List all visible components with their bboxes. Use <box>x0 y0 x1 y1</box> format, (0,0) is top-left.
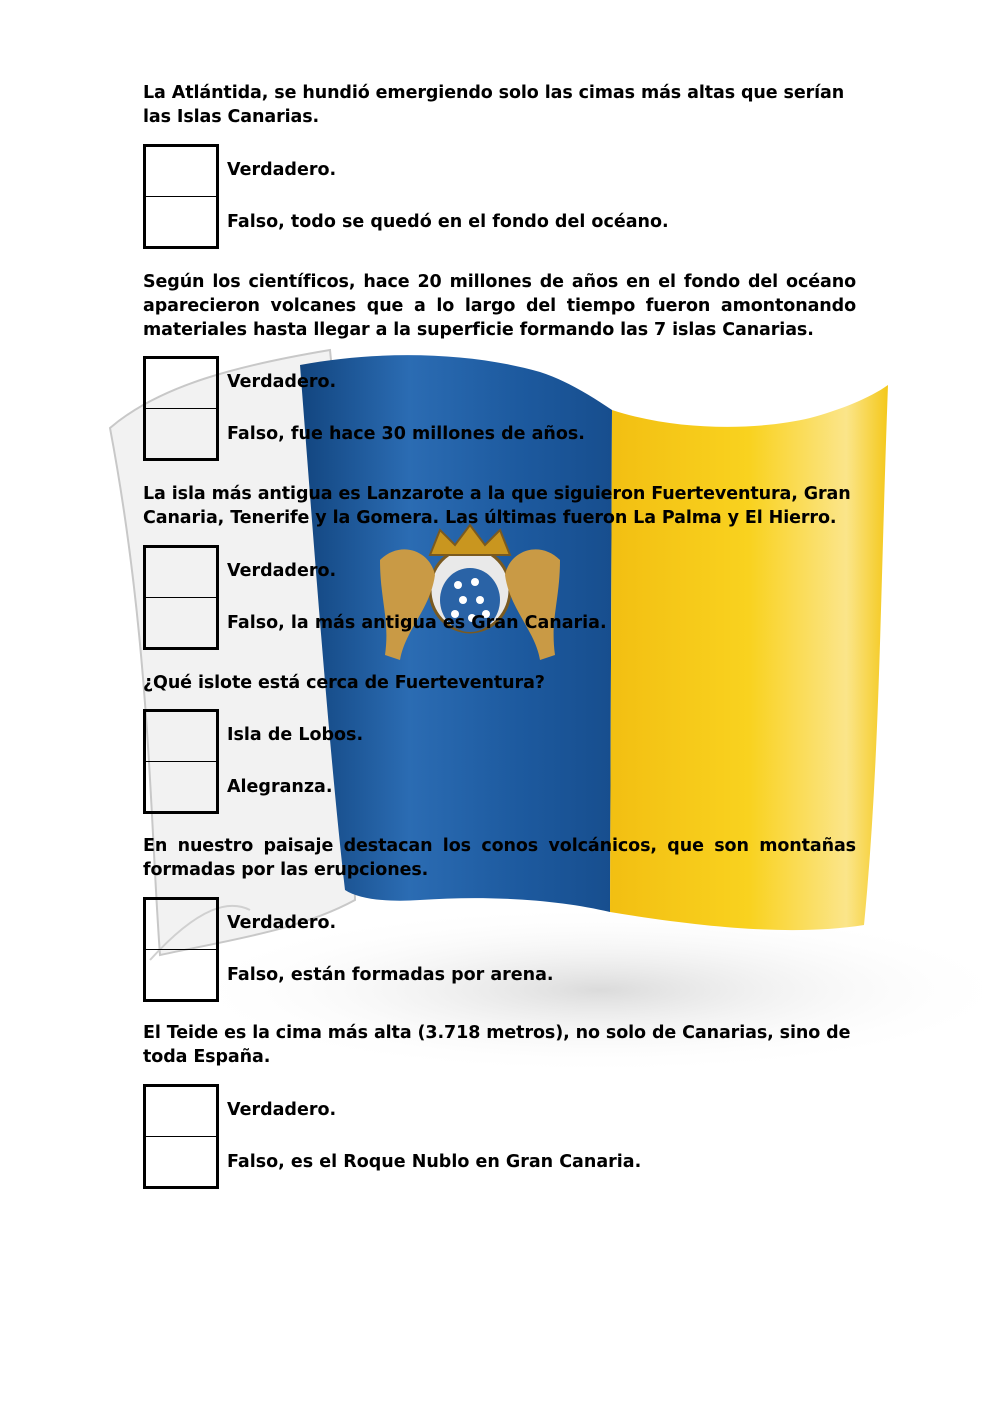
answer-checkbox[interactable] <box>143 144 219 197</box>
option-label: Verdadero. <box>227 372 337 392</box>
question-text: ¿Qué islote está cerca de Fuerteventura? <box>143 673 545 693</box>
question-text: Según los científicos, hace 20 millones de años en el fondo del océano aparecieron volcanes que a lo largo del tiempo fueron amontonando materiales hasta llegar a la superficie formando las 7 islas Canarias. <box>143 272 856 340</box>
question-text: En nuestro paisaje destacan los conos volcánicos, que son montañas formadas por las erupciones. <box>143 836 856 880</box>
option-label: Falso, es el Roque Nublo en Gran Canaria. <box>227 1152 642 1172</box>
option-label: Verdadero. <box>227 561 337 581</box>
option-row <box>143 949 863 1001</box>
option-label: Falso, están formadas por arena. <box>227 965 554 985</box>
option-row <box>143 761 863 813</box>
option-label: Verdadero. <box>227 160 337 180</box>
option-row <box>143 1136 863 1188</box>
option-row <box>143 408 863 460</box>
answer-checkbox[interactable] <box>143 408 219 461</box>
answer-checkbox[interactable] <box>143 949 219 1002</box>
option-label: Falso, fue hace 30 millones de años. <box>227 424 585 444</box>
question-text: La isla más antigua es Lanzarote a la que siguieron Fuerteventura, Gran Canaria, Tenerife y la Gomera. Las últimas fueron La Palma y El Hierro. <box>143 484 851 528</box>
answer-checkbox[interactable] <box>143 356 219 409</box>
option-row <box>143 597 863 649</box>
question-text: El Teide es la cima más alta (3.718 metros), no solo de Canarias, sino de toda España. <box>143 1023 851 1067</box>
answer-checkbox[interactable] <box>143 709 219 762</box>
answer-checkbox[interactable] <box>143 1084 219 1137</box>
option-row <box>143 144 863 196</box>
answer-checkbox[interactable] <box>143 196 219 249</box>
answer-checkbox[interactable] <box>143 897 219 950</box>
option-label: Verdadero. <box>227 913 337 933</box>
option-row <box>143 897 863 949</box>
option-label: Falso, la más antigua es Gran Canaria. <box>227 613 607 633</box>
option-label: Alegranza. <box>227 777 333 797</box>
option-row <box>143 545 863 597</box>
question-text: La Atlántida, se hundió emergiendo solo las cimas más altas que serían las Islas Canarias. <box>143 83 845 127</box>
answer-checkbox[interactable] <box>143 761 219 814</box>
answer-checkbox[interactable] <box>143 1136 219 1189</box>
answer-checkbox[interactable] <box>143 597 219 650</box>
option-label: Falso, todo se quedó en el fondo del océano. <box>227 212 669 232</box>
option-label: Verdadero. <box>227 1100 337 1120</box>
option-row <box>143 356 863 408</box>
option-label: Isla de Lobos. <box>227 725 364 745</box>
answer-checkbox[interactable] <box>143 545 219 598</box>
option-row <box>143 1084 863 1136</box>
option-row <box>143 709 863 761</box>
option-row <box>143 196 863 248</box>
